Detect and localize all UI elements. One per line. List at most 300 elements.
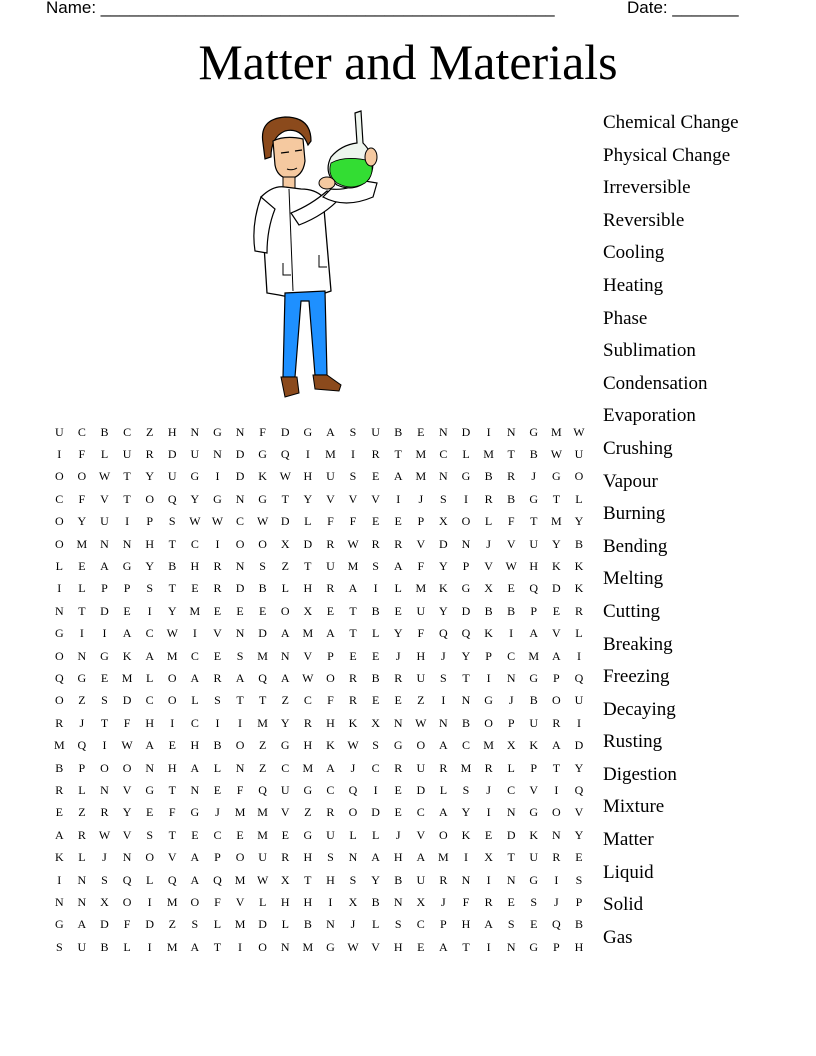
grid-letter: E <box>507 894 515 909</box>
grid-letter: Y <box>145 559 154 574</box>
grid-letter: M <box>551 514 562 529</box>
grid-letter: N <box>552 827 561 842</box>
grid-letter: V <box>416 827 426 842</box>
grid-letter: L <box>371 626 380 641</box>
grid-letter: Y <box>439 603 448 618</box>
grid-letter: O <box>122 894 132 909</box>
grid-letter: L <box>371 917 380 932</box>
grid-letter: M <box>551 424 562 439</box>
grid-letter: D <box>235 469 245 484</box>
grid-letter: Y <box>145 469 154 484</box>
word-list-item: Breaking <box>603 633 673 655</box>
grid-letter: H <box>190 559 200 574</box>
grid-letter: J <box>508 693 514 708</box>
grid-row <box>48 712 590 734</box>
word-search-grid <box>48 421 590 958</box>
grid-letter: Q <box>574 782 584 797</box>
grid-letter: U <box>100 514 109 529</box>
grid-letter: I <box>147 939 152 954</box>
grid-letter: M <box>528 648 540 663</box>
grid-letter: B <box>258 581 267 596</box>
grid-letter: T <box>304 559 312 574</box>
grid-letter: V <box>506 536 516 551</box>
grid-row <box>48 667 590 689</box>
grid-letter: R <box>213 559 222 574</box>
grid-letter: N <box>326 917 335 932</box>
grid-letter: I <box>57 581 62 596</box>
grid-letter: Z <box>78 693 86 708</box>
grid-letter: Q <box>77 738 87 753</box>
word-list-item: Evaporation <box>603 405 696 427</box>
grid-row <box>48 914 590 936</box>
grid-letter: D <box>258 917 267 932</box>
grid-row <box>48 623 590 645</box>
grid-letter: U <box>416 760 426 775</box>
grid-letter: B <box>484 469 493 484</box>
grid-letter: M <box>257 648 268 663</box>
grid-row <box>48 802 590 824</box>
grid-letter: O <box>235 738 245 753</box>
grid-letter: J <box>486 536 491 551</box>
grid-letter: L <box>258 894 267 909</box>
grid-letter: X <box>484 581 493 596</box>
grid-letter: T <box>552 491 561 506</box>
grid-letter: I <box>554 872 559 887</box>
grid-letter: G <box>213 424 222 439</box>
grid-letter: T <box>507 447 515 462</box>
grid-letter: W <box>550 447 563 462</box>
grid-letter: Q <box>280 447 290 462</box>
grid-letter: C <box>303 693 312 708</box>
grid-letter: C <box>507 782 516 797</box>
grid-letter: I <box>328 894 333 909</box>
grid-letter: H <box>303 469 313 484</box>
grid-letter: D <box>100 917 109 932</box>
grid-letter: Q <box>574 670 584 685</box>
grid-letter: W <box>166 626 178 641</box>
grid-letter: P <box>485 648 492 663</box>
grid-letter: L <box>146 670 154 685</box>
grid-letter: M <box>53 738 65 753</box>
grid-letter: S <box>146 827 154 842</box>
grid-letter: R <box>484 491 493 506</box>
grid-letter: S <box>440 491 447 506</box>
grid-letter: P <box>78 760 86 775</box>
grid-letter: M <box>257 827 268 842</box>
word-list-item: Condensation <box>603 372 708 394</box>
grid-letter: E <box>417 424 425 439</box>
grid-letter: L <box>146 872 154 887</box>
grid-letter: M <box>234 872 246 887</box>
grid-letter: N <box>393 715 403 730</box>
grid-letter: D <box>552 581 561 596</box>
grid-letter: T <box>304 872 312 887</box>
grid-letter: P <box>553 670 560 685</box>
grid-letter: H <box>326 715 335 730</box>
grid-letter: X <box>100 894 109 909</box>
word-list-item: Matter <box>603 829 654 851</box>
grid-letter: A <box>190 760 200 775</box>
grid-letter: G <box>213 491 222 506</box>
grid-letter: S <box>168 514 176 529</box>
grid-letter: M <box>257 805 268 820</box>
grid-letter: Y <box>77 514 87 529</box>
grid-letter: V <box>371 491 380 506</box>
grid-letter: B <box>213 738 222 753</box>
grid-letter: T <box>281 491 289 506</box>
grid-letter: O <box>145 850 154 865</box>
grid-letter: W <box>505 559 517 574</box>
grid-letter: Q <box>122 872 132 887</box>
grid-letter: Y <box>461 805 471 820</box>
grid-letter: D <box>303 536 313 551</box>
grid-letter: L <box>78 782 86 797</box>
grid-letter: E <box>371 648 380 663</box>
grid-letter: N <box>122 536 132 551</box>
grid-letter: J <box>395 648 401 663</box>
grid-letter: U <box>371 424 380 439</box>
grid-letter: Z <box>146 424 154 439</box>
grid-letter: C <box>145 693 154 708</box>
grid-letter: E <box>484 827 493 842</box>
grid-letter: G <box>190 805 200 820</box>
grid-row <box>48 466 590 488</box>
grid-letter: W <box>347 939 359 954</box>
grid-letter: F <box>462 894 470 909</box>
grid-letter: W <box>189 514 201 529</box>
grid-letter: O <box>77 469 87 484</box>
grid-letter: R <box>552 850 561 865</box>
grid-letter: E <box>326 603 335 618</box>
grid-letter: F <box>123 917 131 932</box>
grid-letter: I <box>576 715 581 730</box>
grid-letter: T <box>168 536 176 551</box>
grid-letter: I <box>463 491 468 506</box>
grid-letter: B <box>484 603 493 618</box>
grid-letter: M <box>76 536 88 551</box>
grid-letter: U <box>574 447 584 462</box>
grid-letter: O <box>100 760 109 775</box>
grid-letter: I <box>147 603 152 618</box>
grid-letter: C <box>145 626 154 641</box>
grid-letter: C <box>326 782 335 797</box>
grid-letter: B <box>394 872 403 887</box>
grid-letter: W <box>256 872 269 887</box>
grid-letter: T <box>168 581 176 596</box>
grid-letter: Q <box>552 917 561 932</box>
grid-letter: B <box>574 917 583 932</box>
grid-letter: G <box>393 738 403 753</box>
grid-letter: E <box>236 827 244 842</box>
grid-letter: I <box>170 715 175 730</box>
grid-letter: I <box>102 738 107 753</box>
grid-letter: E <box>394 514 402 529</box>
grid-letter: I <box>554 782 559 797</box>
grid-letter: D <box>258 626 267 641</box>
grid-letter: F <box>327 514 334 529</box>
grid-letter: I <box>238 939 243 954</box>
grid-letter: O <box>326 670 335 685</box>
grid-letter: Y <box>303 491 313 506</box>
grid-letter: O <box>235 536 245 551</box>
grid-letter: P <box>462 559 470 574</box>
grid-letter: C <box>416 805 425 820</box>
grid-letter: U <box>167 469 177 484</box>
grid-letter: T <box>507 850 515 865</box>
grid-letter: E <box>258 603 267 618</box>
grid-letter: B <box>100 424 109 439</box>
word-list-item: Bending <box>603 535 668 557</box>
grid-letter: I <box>396 491 401 506</box>
grid-letter: S <box>191 917 199 932</box>
grid-letter: Q <box>213 872 222 887</box>
grid-letter: A <box>100 559 109 574</box>
grid-letter: N <box>100 536 109 551</box>
word-list-item: Physical Change <box>603 144 731 166</box>
grid-letter: U <box>416 670 426 685</box>
grid-letter: E <box>552 603 561 618</box>
grid-letter: I <box>486 424 491 439</box>
grid-letter: R <box>349 693 358 708</box>
word-list-item: Rusting <box>603 731 663 753</box>
grid-letter: G <box>258 447 267 462</box>
grid-letter: T <box>213 939 222 954</box>
grid-letter: G <box>303 782 313 797</box>
grid-letter: E <box>281 827 289 842</box>
grid-letter: C <box>213 827 222 842</box>
grid-letter: Y <box>574 514 584 529</box>
grid-row <box>48 779 590 801</box>
grid-letter: M <box>257 715 268 730</box>
word-list-item: Sublimation <box>603 340 696 362</box>
grid-letter: E <box>530 917 538 932</box>
grid-row <box>48 645 590 667</box>
grid-letter: A <box>393 469 403 484</box>
grid-letter: I <box>305 447 310 462</box>
grid-letter: L <box>191 693 199 708</box>
grid-letter: R <box>55 715 64 730</box>
grid-letter: X <box>506 738 516 753</box>
grid-letter: U <box>77 939 87 954</box>
grid-letter: D <box>235 447 245 462</box>
grid-letter: Q <box>529 581 539 596</box>
grid-row <box>48 511 590 533</box>
grid-letter: F <box>259 424 266 439</box>
grid-letter: W <box>98 827 111 842</box>
grid-letter: O <box>416 738 426 753</box>
grid-letter: Q <box>258 782 267 797</box>
grid-letter: P <box>214 850 221 865</box>
grid-letter: K <box>258 469 267 484</box>
grid-letter: I <box>351 447 356 462</box>
grid-letter: L <box>78 581 86 596</box>
grid-letter: Q <box>167 872 177 887</box>
grid-letter: O <box>574 469 584 484</box>
grid-letter: L <box>100 447 109 462</box>
scientist-with-flask-icon <box>245 105 395 405</box>
grid-letter: A <box>371 850 380 865</box>
grid-letter: E <box>236 603 244 618</box>
grid-letter: M <box>234 917 246 932</box>
grid-letter: T <box>552 760 561 775</box>
grid-letter: Z <box>281 693 289 708</box>
grid-letter: R <box>326 581 335 596</box>
grid-row <box>48 757 590 779</box>
grid-letter: S <box>101 693 108 708</box>
grid-letter: G <box>280 738 290 753</box>
grid-letter: A <box>122 626 132 641</box>
grid-letter: R <box>100 805 109 820</box>
grid-letter: G <box>303 424 313 439</box>
grid-letter: I <box>102 626 107 641</box>
grid-letter: T <box>349 626 357 641</box>
grid-letter: Y <box>280 715 290 730</box>
grid-letter: V <box>280 805 290 820</box>
grid-letter: F <box>417 559 425 574</box>
grid-letter: E <box>349 648 357 663</box>
grid-letter: O <box>552 693 561 708</box>
grid-letter: S <box>372 559 379 574</box>
grid-letter: M <box>302 760 314 775</box>
grid-letter: N <box>506 872 516 887</box>
grid-letter: I <box>373 581 378 596</box>
grid-letter: J <box>554 894 559 909</box>
grid-letter: O <box>145 491 154 506</box>
grid-letter: E <box>394 603 402 618</box>
grid-letter: I <box>486 805 491 820</box>
grid-letter: W <box>256 514 269 529</box>
grid-letter: L <box>123 939 131 954</box>
grid-letter: U <box>529 715 539 730</box>
grid-letter: Y <box>393 626 403 641</box>
grid-letter: M <box>415 447 427 462</box>
grid-letter: C <box>190 536 199 551</box>
grid-letter: V <box>348 491 358 506</box>
grid-letter: H <box>574 939 584 954</box>
grid-letter: O <box>122 760 132 775</box>
grid-letter: O <box>54 514 64 529</box>
grid-letter: S <box>259 559 266 574</box>
word-list-item: Mixture <box>603 796 665 818</box>
grid-letter: P <box>553 939 560 954</box>
grid-letter: K <box>122 648 132 663</box>
grid-letter: R <box>439 872 448 887</box>
grid-letter: M <box>347 559 359 574</box>
grid-letter: G <box>552 469 561 484</box>
grid-letter: Z <box>258 760 267 775</box>
grid-letter: S <box>462 782 470 797</box>
grid-letter: N <box>506 670 516 685</box>
grid-letter: S <box>372 738 379 753</box>
grid-letter: H <box>461 917 471 932</box>
grid-letter: V <box>100 491 109 506</box>
grid-letter: T <box>168 827 176 842</box>
grid-letter: N <box>122 850 132 865</box>
grid-letter: M <box>460 760 472 775</box>
grid-letter: M <box>302 626 314 641</box>
grid-letter: I <box>576 648 581 663</box>
grid-letter: A <box>77 917 87 932</box>
grid-letter: T <box>123 469 131 484</box>
grid-letter: B <box>168 559 177 574</box>
grid-letter: Z <box>168 917 176 932</box>
grid-letter: P <box>575 894 583 909</box>
grid-letter: M <box>483 738 494 753</box>
grid-letter: T <box>349 603 357 618</box>
grid-letter: L <box>394 581 402 596</box>
grid-letter: S <box>394 917 402 932</box>
grid-letter: R <box>281 850 290 865</box>
grid-letter: P <box>530 603 538 618</box>
grid-letter: N <box>348 850 358 865</box>
grid-row <box>48 734 590 756</box>
grid-letter: H <box>303 894 313 909</box>
grid-letter: W <box>347 738 359 753</box>
grid-letter: R <box>552 715 561 730</box>
grid-letter: J <box>350 760 356 775</box>
grid-letter: H <box>167 760 177 775</box>
grid-letter: E <box>100 670 109 685</box>
grid-letter: R <box>145 447 154 462</box>
grid-letter: N <box>235 491 245 506</box>
grid-letter: S <box>146 581 154 596</box>
grid-letter: F <box>78 491 86 506</box>
grid-letter: V <box>371 939 380 954</box>
grid-letter: O <box>280 603 290 618</box>
grid-row <box>48 533 590 555</box>
grid-letter: R <box>574 603 583 618</box>
grid-letter: G <box>145 782 154 797</box>
grid-letter: S <box>349 872 357 887</box>
grid-row <box>48 891 590 913</box>
grid-letter: L <box>484 514 493 529</box>
grid-letter: M <box>234 805 246 820</box>
grid-letter: J <box>79 715 85 730</box>
grid-letter: B <box>371 894 380 909</box>
grid-letter: E <box>371 693 380 708</box>
grid-letter: N <box>439 715 448 730</box>
grid-letter: E <box>371 469 380 484</box>
grid-letter: M <box>302 939 314 954</box>
grid-letter: N <box>439 424 448 439</box>
grid-letter: J <box>418 491 424 506</box>
grid-letter: Z <box>258 738 267 753</box>
grid-letter: N <box>280 939 290 954</box>
grid-letter: H <box>326 872 335 887</box>
grid-letter: I <box>441 693 446 708</box>
grid-letter: J <box>486 782 491 797</box>
grid-letter: W <box>347 536 359 551</box>
grid-letter: H <box>145 715 154 730</box>
grid-letter: V <box>122 782 132 797</box>
grid-letter: V <box>529 782 539 797</box>
grid-letter: J <box>395 827 401 842</box>
grid-letter: Q <box>439 626 448 641</box>
grid-letter: O <box>484 715 493 730</box>
grid-letter: Q <box>167 491 177 506</box>
grid-letter: D <box>439 536 448 551</box>
grid-letter: F <box>349 514 357 529</box>
grid-letter: W <box>279 469 291 484</box>
grid-letter: Z <box>417 693 425 708</box>
grid-letter: J <box>531 469 537 484</box>
grid-letter: K <box>574 559 584 574</box>
grid-letter: L <box>349 827 357 842</box>
grid-letter: I <box>147 894 152 909</box>
grid-letter: I <box>215 469 220 484</box>
grid-letter: Y <box>461 648 471 663</box>
grid-letter: I <box>125 514 130 529</box>
